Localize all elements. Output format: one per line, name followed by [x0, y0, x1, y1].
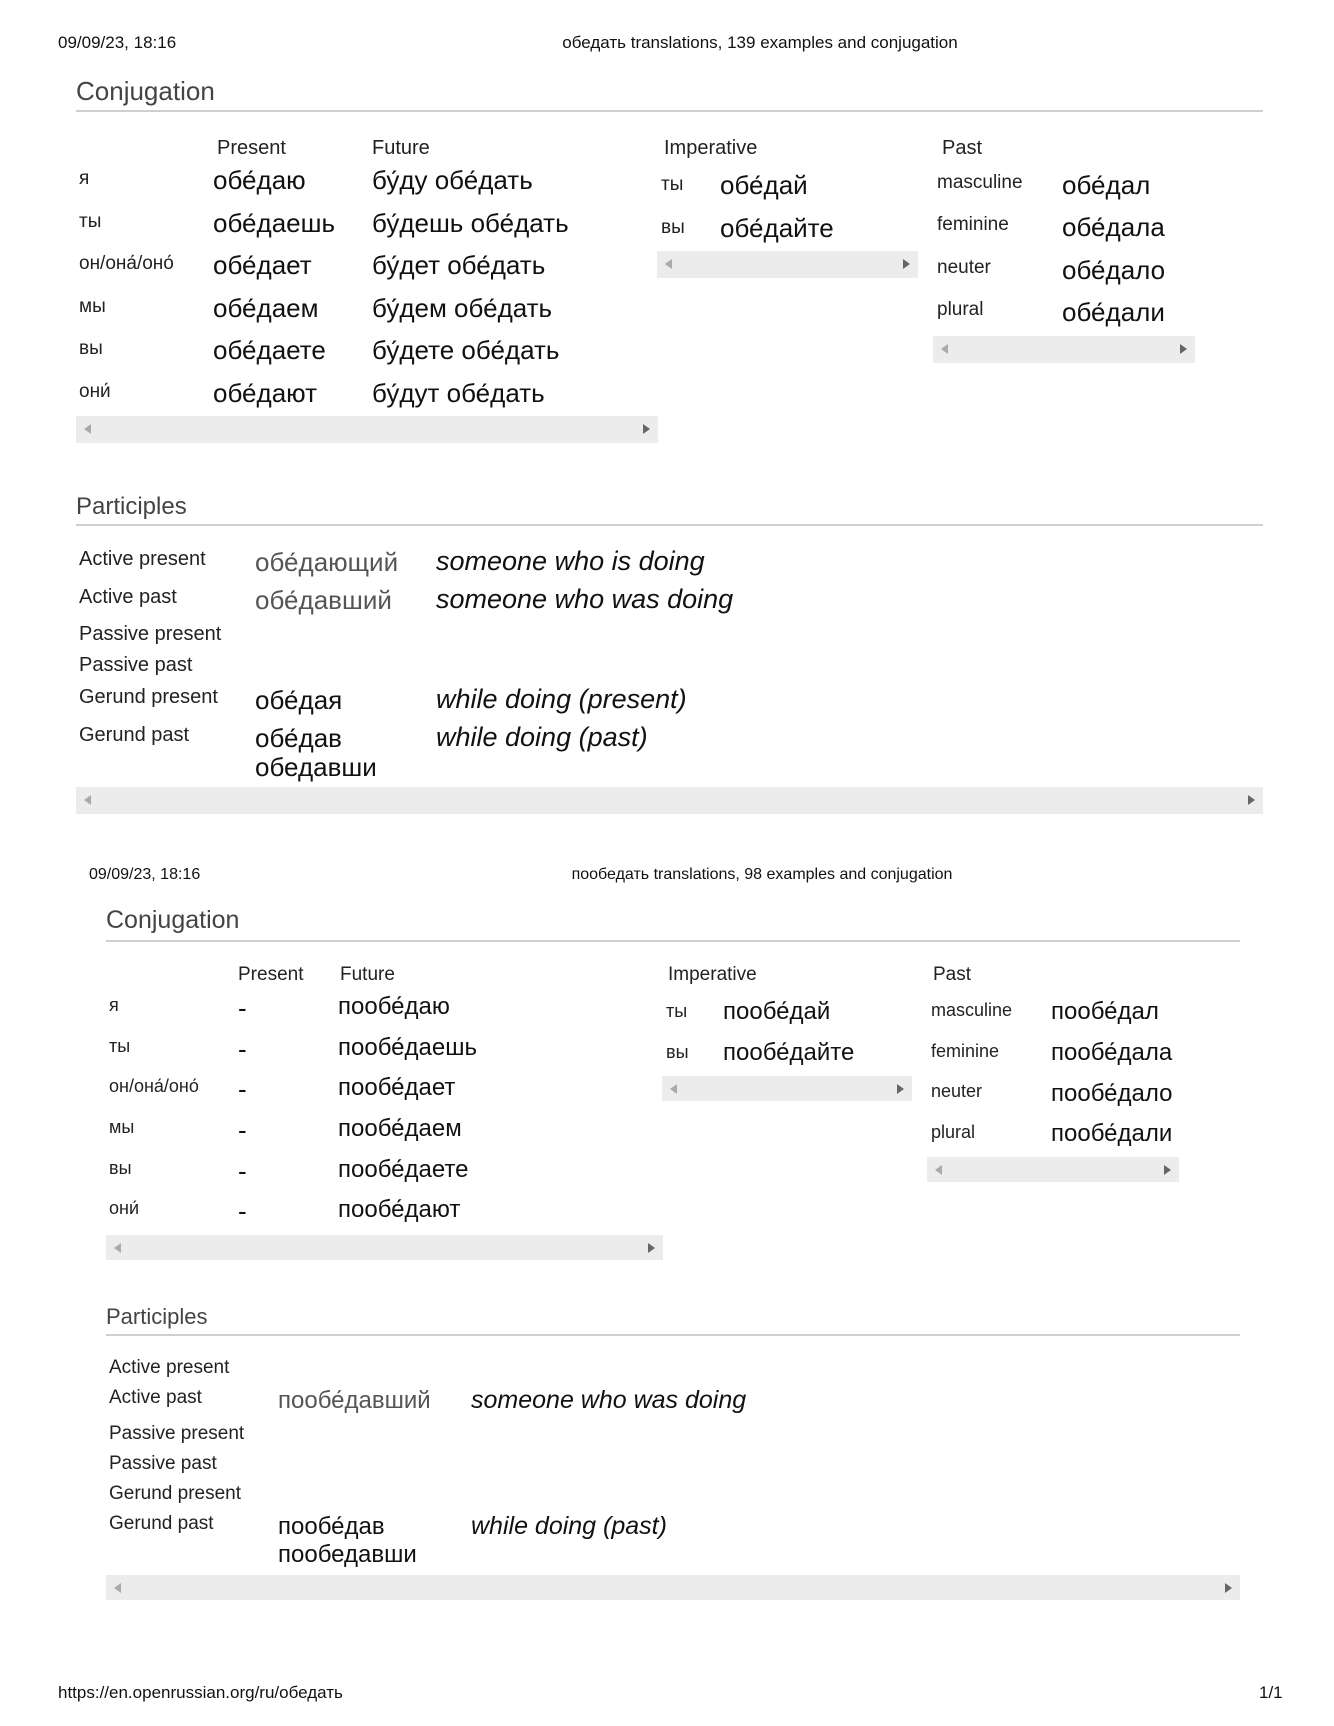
past-form: обе́дало: [1062, 255, 1166, 285]
future-form: пообе́дает: [338, 1074, 456, 1101]
page-number: 1/1: [1259, 1683, 1283, 1702]
source-url[interactable]: https://en.openrussian.org/ru/обедать: [58, 1683, 343, 1702]
participle-label: Active present: [79, 548, 206, 570]
participle-translation: someone who is doing: [436, 546, 705, 576]
participle-translation: while doing (past): [471, 1512, 667, 1540]
past-form: обе́дали: [1062, 297, 1165, 327]
future-form: бу́дет обе́дать: [372, 250, 546, 280]
print-date: 09/09/23, 18:16: [89, 866, 201, 883]
present-form: обе́даю: [213, 165, 306, 195]
participle-label: Active past: [109, 1387, 202, 1408]
scroll-left-icon[interactable]: [941, 344, 948, 354]
print-title: обедать translations, 139 examples and conjugation: [562, 33, 958, 52]
future-form: бу́дут обе́дать: [372, 378, 545, 408]
participle-label: Passive past: [109, 1453, 217, 1474]
conjugation-title: Conjugation: [106, 906, 240, 934]
past-form: обе́дала: [1062, 212, 1165, 242]
past-header: Past: [942, 137, 983, 159]
future-form: пообе́даете: [338, 1156, 469, 1183]
pronoun: они́: [109, 1198, 140, 1218]
present-empty: -: [238, 993, 247, 1023]
past-form: пообе́дали: [1051, 1120, 1173, 1147]
past-form: пообе́дал: [1051, 998, 1159, 1025]
participle-label: Gerund past: [109, 1513, 214, 1534]
imperative-scrollbar[interactable]: [662, 1076, 912, 1101]
present-form: обе́даешь: [213, 208, 336, 238]
imperative-header: Imperative: [668, 964, 757, 985]
present-header: Present: [217, 137, 286, 159]
participle-form: обе́дая: [255, 685, 343, 715]
past-scrollbar[interactable]: [927, 1157, 1179, 1182]
participle-label: Passive past: [79, 654, 193, 676]
participle-translation: someone who was doing: [436, 584, 734, 614]
conjugation-scrollbar[interactable]: [106, 1235, 663, 1260]
participle-form: обе́дающий: [255, 547, 399, 577]
past-label: masculine: [931, 1000, 1013, 1020]
past-label: plural: [937, 299, 984, 320]
future-header: Future: [340, 964, 395, 985]
section-divider: [76, 110, 1263, 112]
section-divider: [106, 940, 1240, 942]
participle-label: Gerund present: [109, 1483, 242, 1504]
past-header: Past: [933, 964, 972, 985]
imperative-pronoun: ты: [666, 1001, 688, 1021]
participle-translation: while doing (present): [436, 684, 687, 714]
section-divider: [106, 1334, 1240, 1336]
present-form: обе́дает: [213, 250, 312, 280]
imperative-pronoun: вы: [661, 217, 685, 238]
participle-label: Active present: [109, 1357, 230, 1378]
pronoun: мы: [109, 1117, 135, 1137]
future-form: пообе́дают: [338, 1196, 461, 1223]
scroll-left-icon[interactable]: [84, 424, 91, 434]
future-form: пообе́даешь: [338, 1034, 477, 1061]
participle-label: Gerund present: [79, 686, 218, 708]
participles-title: Participles: [106, 1304, 208, 1329]
scroll-left-icon[interactable]: [84, 795, 91, 805]
pronoun: я: [79, 168, 90, 189]
imperative-header: Imperative: [664, 137, 758, 159]
pronoun: они́: [79, 381, 111, 402]
past-label: neuter: [931, 1081, 983, 1101]
participle-form: обе́давший: [255, 585, 392, 615]
present-form: обе́даем: [213, 293, 319, 323]
future-form: бу́дешь обе́дать: [372, 208, 569, 238]
imperative-form: обе́дай: [720, 170, 808, 200]
pronoun: я: [109, 995, 119, 1015]
participle-translation: while doing (past): [436, 722, 648, 752]
past-label: plural: [931, 1122, 976, 1142]
future-form: бу́дем обе́дать: [372, 293, 553, 323]
past-label: feminine: [931, 1041, 1000, 1061]
pronoun: он/она́/оно́: [109, 1076, 199, 1096]
section-divider: [76, 524, 1263, 526]
scroll-left-icon[interactable]: [665, 259, 672, 269]
participle-form: обе́дав: [255, 723, 342, 753]
participle-form-alt: пообедавши: [278, 1541, 417, 1568]
pronoun: вы: [79, 338, 103, 359]
present-header: Present: [238, 964, 304, 985]
scroll-right-icon[interactable]: [1225, 1583, 1232, 1593]
participles-title: Participles: [76, 493, 187, 520]
scroll-right-icon[interactable]: [903, 259, 910, 269]
participle-translation: someone who was doing: [471, 1386, 747, 1414]
scroll-right-icon[interactable]: [1180, 344, 1187, 354]
scroll-right-icon[interactable]: [897, 1084, 904, 1094]
imperative-form: пообе́дайте: [723, 1039, 855, 1066]
past-label: feminine: [937, 214, 1009, 235]
present-empty: -: [238, 1156, 247, 1186]
scroll-right-icon[interactable]: [1164, 1165, 1171, 1175]
scroll-left-icon[interactable]: [670, 1084, 677, 1094]
pronoun: ты: [79, 211, 102, 232]
pronoun: вы: [109, 1158, 132, 1178]
present-empty: -: [238, 1196, 247, 1226]
imperative-pronoun: вы: [666, 1042, 689, 1062]
scroll-right-icon[interactable]: [643, 424, 650, 434]
participles-scrollbar[interactable]: [106, 1575, 1240, 1600]
pronoun: ты: [109, 1036, 131, 1056]
conjugation-title: Conjugation: [76, 76, 215, 106]
scroll-right-icon[interactable]: [648, 1243, 655, 1253]
future-header: Future: [372, 137, 430, 159]
participle-label: Gerund past: [79, 724, 190, 746]
print-title: пообедать translations, 98 examples and conjugation: [571, 866, 953, 883]
future-form: пообе́даем: [338, 1115, 462, 1142]
pronoun: мы: [79, 296, 106, 317]
past-form: пообе́дало: [1051, 1080, 1173, 1107]
scroll-right-icon[interactable]: [1248, 795, 1255, 805]
future-form: бу́ду обе́дать: [372, 165, 533, 195]
imperative-form: обе́дайте: [720, 213, 834, 243]
present-empty: -: [238, 1034, 247, 1064]
imperative-scrollbar[interactable]: [657, 251, 918, 278]
scroll-left-icon[interactable]: [114, 1243, 121, 1253]
print-date: 09/09/23, 18:16: [58, 33, 177, 52]
past-label: masculine: [937, 172, 1023, 193]
conjugation-scrollbar[interactable]: [76, 416, 658, 443]
past-form: обе́дал: [1062, 170, 1151, 200]
present-empty: -: [238, 1115, 247, 1145]
imperative-form: пообе́дай: [723, 998, 831, 1025]
imperative-pronoun: ты: [661, 174, 684, 195]
participle-form: пообе́дав: [278, 1513, 385, 1540]
participles-scrollbar[interactable]: [76, 787, 1263, 814]
present-form: обе́даете: [213, 335, 326, 365]
pronoun: он/она́/оно́: [79, 253, 174, 274]
participle-label: Active past: [79, 586, 177, 608]
past-label: neuter: [937, 257, 991, 278]
scroll-left-icon[interactable]: [114, 1583, 121, 1593]
past-scrollbar[interactable]: [933, 336, 1195, 363]
participle-label: Passive present: [109, 1423, 245, 1444]
participle-label: Passive present: [79, 623, 222, 645]
participle-form-alt: обедавши: [255, 752, 377, 782]
participle-form: пообе́давший: [278, 1387, 431, 1414]
future-form: бу́дете обе́дать: [372, 335, 560, 365]
present-empty: -: [238, 1074, 247, 1104]
future-form: пообе́даю: [338, 993, 450, 1020]
scroll-left-icon[interactable]: [935, 1165, 942, 1175]
past-form: пообе́дала: [1051, 1039, 1173, 1066]
present-form: обе́дают: [213, 378, 317, 408]
